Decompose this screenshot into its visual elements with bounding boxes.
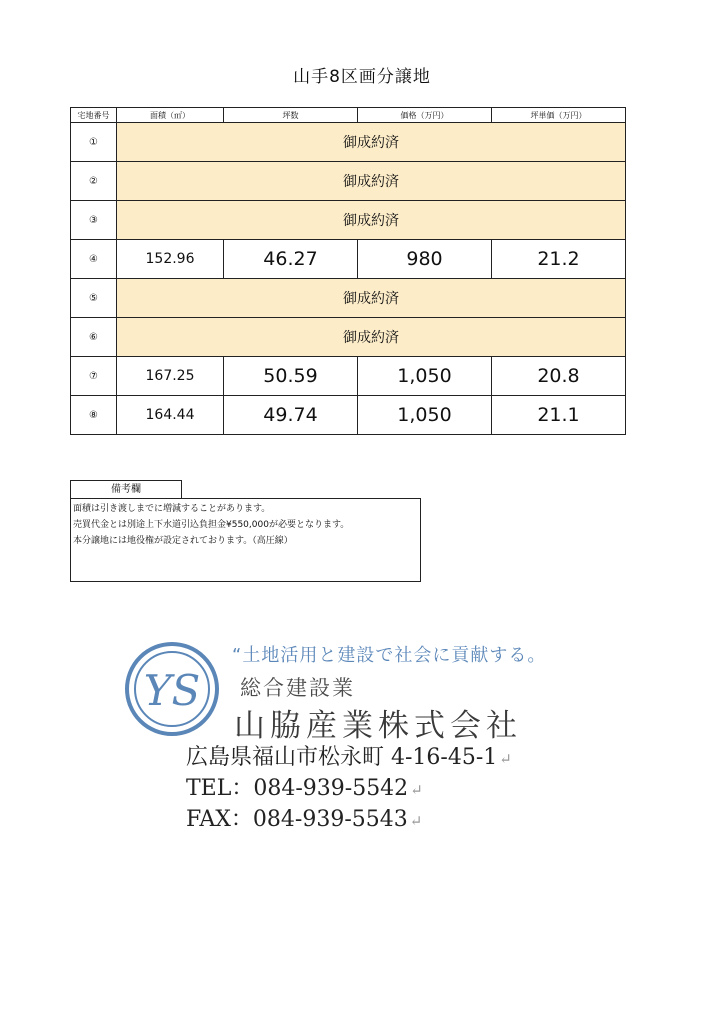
table-row [71, 318, 626, 357]
remark-line: 売買代金とは別途上下水道引込負担金¥550,000が必要となります。 [73, 520, 350, 530]
return-mark-icon: ↵ [409, 812, 423, 830]
unit-price-value: 21.2 [492, 240, 626, 279]
remarks-box [70, 498, 421, 582]
price-value: 1,050 [358, 357, 492, 396]
sold-status: 御成約済 [117, 162, 626, 201]
fax-text: FAX：084-939-5543 [186, 807, 408, 832]
lot-number: ③ [71, 201, 117, 240]
unit-price-value: 20.8 [492, 357, 626, 396]
company-type: 総合建設業 [240, 676, 355, 700]
table-row [71, 240, 626, 279]
area-value: 167.25 [117, 357, 224, 396]
return-mark-icon: ↵ [410, 781, 423, 799]
header-price: 価格（万円） [358, 108, 492, 123]
logo-text: YS [143, 666, 201, 715]
company-slogan: “土地活用と建設で社会に貢献する。 [232, 645, 547, 666]
table-row [71, 396, 626, 435]
table-row [71, 162, 626, 201]
price-value: 1,050 [358, 396, 492, 435]
tsubo-value: 49.74 [224, 396, 358, 435]
lot-table [70, 107, 626, 435]
lot-number: ⑧ [71, 396, 117, 435]
lot-number: ① [71, 123, 117, 162]
address-text: 広島県福山市松永町 4-16-45-1 [186, 745, 498, 770]
lot-number: ② [71, 162, 117, 201]
table-header-row [71, 108, 626, 123]
price-value: 980 [358, 240, 492, 279]
area-value: 164.44 [117, 396, 224, 435]
tel-text: TEL：084-939-5542 [186, 776, 409, 801]
table-row [71, 123, 626, 162]
unit-price-value: 21.1 [492, 396, 626, 435]
company-logo-icon [124, 641, 220, 737]
table-row [71, 279, 626, 318]
sold-status: 御成約済 [117, 279, 626, 318]
return-mark-icon: ↵ [499, 750, 512, 768]
sold-status: 御成約済 [117, 201, 626, 240]
lot-number: ⑥ [71, 318, 117, 357]
company-fax [186, 802, 422, 833]
lot-number: ⑦ [71, 357, 117, 396]
remark-line: 本分譲地には地役権が設定されております。（高圧線） [73, 536, 293, 546]
header-unit-price: 坪単価（万円） [492, 108, 626, 123]
tsubo-value: 50.59 [224, 357, 358, 396]
table-row [71, 357, 626, 396]
remark-line: 面積は引き渡しまでに増減することがあります。 [73, 504, 271, 514]
company-address [186, 740, 512, 771]
header-lot-number: 宅地番号 [71, 108, 117, 123]
header-area: 面積（㎡） [117, 108, 224, 123]
company-name: 山脇産業株式会社 [234, 708, 522, 744]
lot-number: ⑤ [71, 279, 117, 318]
lot-number: ④ [71, 240, 117, 279]
page-title: 山手8区画分譲地 [293, 67, 431, 87]
remarks-label: 備考欄 [70, 480, 182, 498]
sold-status: 御成約済 [117, 123, 626, 162]
sold-status: 御成約済 [117, 318, 626, 357]
header-tsubo: 坪数 [224, 108, 358, 123]
tsubo-value: 46.27 [224, 240, 358, 279]
table-row [71, 201, 626, 240]
area-value: 152.96 [117, 240, 224, 279]
company-tel [186, 771, 423, 802]
